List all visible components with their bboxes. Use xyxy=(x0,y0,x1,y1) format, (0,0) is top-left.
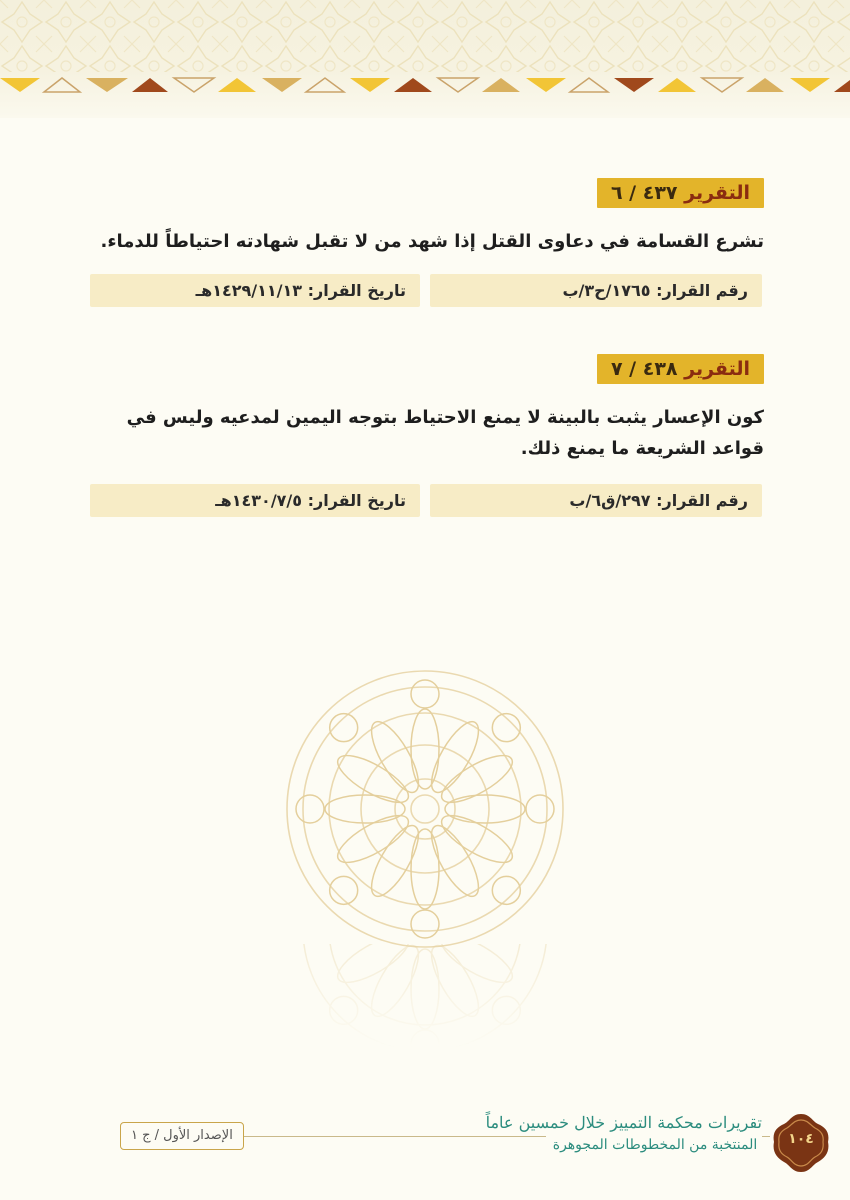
ruling-text: كون الإعسار يثبت بالبينة لا يمنع الاحتياط بتوجه اليمين لمدعيه وليس في قواعد الشريعة ما يمنع ذلك. xyxy=(126,407,764,459)
book-title-line: تقريرات محكمة التمييز خلال خمسين عاماً xyxy=(485,1113,762,1132)
header-pattern xyxy=(0,0,850,118)
ruling-text: تشرع القسامة في دعاوى القتل إذا شهد من لا تقبل شهادته احتياطاً للدماء. xyxy=(100,231,764,252)
decision-meta-row xyxy=(90,274,762,307)
ruling-title-tag xyxy=(597,354,764,384)
page-number: ١٠٤ xyxy=(788,1131,814,1147)
ruling-title-word: التقرير xyxy=(684,358,750,380)
edition-label: الإصدار الأول / ج ١ xyxy=(120,1122,244,1150)
decision-date: تاريخ القرار: ١٤٣٠/٧/٥هـ xyxy=(90,484,420,517)
footer-divider xyxy=(762,1136,770,1137)
header-ornament xyxy=(0,0,850,118)
decision-number: رقم القرار: ١٧٦٥/ح٣/ب xyxy=(430,274,762,307)
ruling-title-number: ٤٣٨ / ٧ xyxy=(610,358,678,380)
medallion-ornament xyxy=(280,664,570,954)
ruling-title-word: التقرير xyxy=(684,182,750,204)
book-title xyxy=(485,1112,762,1156)
decision-number: رقم القرار: ٢٩٧/ق٦/ب xyxy=(430,484,762,517)
decision-meta-row xyxy=(90,484,762,517)
ruling-title-number: ٤٣٧ / ٦ xyxy=(610,182,678,204)
medallion-reflection xyxy=(280,944,570,1074)
book-subtitle-line: المنتخبة من المخطوطات المجوهرة xyxy=(552,1137,758,1153)
decision-date: تاريخ القرار: ١٤٢٩/١١/١٣هـ xyxy=(90,274,420,307)
ruling-title-tag xyxy=(597,178,764,208)
